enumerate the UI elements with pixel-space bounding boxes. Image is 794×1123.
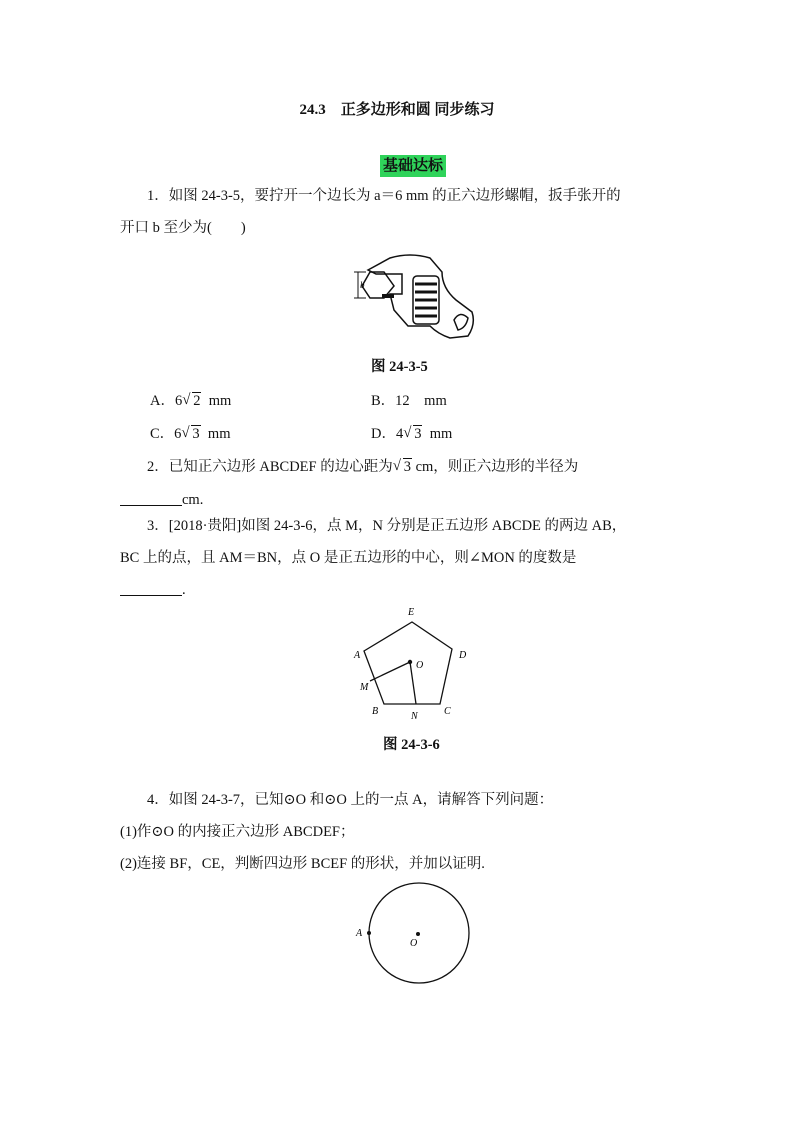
label-o: O bbox=[416, 660, 424, 671]
choice-b: B．12 mm bbox=[371, 393, 447, 409]
q1-line2: 开口 b 至少为( ) bbox=[120, 220, 246, 236]
answer-blank bbox=[120, 491, 182, 506]
label-n: N bbox=[411, 711, 418, 722]
label-c: C bbox=[444, 706, 451, 717]
circle-figure bbox=[350, 880, 480, 990]
pentagon-figure bbox=[350, 604, 480, 724]
section-badge: 基础达标 bbox=[380, 155, 446, 177]
wrench-figure bbox=[350, 250, 480, 342]
q1-line1: 1．如图 24-3-5，要拧开一个边长为 a＝6 mm 的正六边形螺帽，扳手张开的 bbox=[147, 188, 621, 204]
q4-part2: (2)连接 BF，CE，判断四边形 BCEF 的形状，并加以证明. bbox=[120, 856, 485, 872]
q4-line1: 4．如图 24-3-7，已知⊙O 和⊙O 上的一点 A，请解答下列问题： bbox=[147, 792, 554, 808]
q3-figure-caption: 图 24-3-6 bbox=[383, 737, 440, 753]
label-e: E bbox=[408, 607, 415, 618]
label-b: B bbox=[372, 706, 379, 717]
label-a: A bbox=[354, 650, 361, 661]
wrench-label-b: b bbox=[360, 280, 365, 290]
answer-blank bbox=[120, 581, 182, 596]
label-d: D bbox=[459, 650, 467, 661]
q2-line2: cm. bbox=[120, 490, 203, 510]
q3-line3: . bbox=[120, 580, 186, 600]
label-m: M bbox=[360, 682, 369, 693]
choice-d: D．4 √ 3 mm bbox=[371, 425, 453, 442]
q2-line1: 2．已知正六边形 ABCDEF 的边心距为 √ 3 cm，则正六边形的半径为 bbox=[147, 458, 579, 475]
page-title: 24.3 正多边形和圆 同步练习 bbox=[299, 102, 495, 118]
choice-a: A．6 √ 2 mm bbox=[150, 392, 232, 409]
q3-line2: BC 上的点，且 AM＝BN，点 O 是正五边形的中心，则∠MON 的度数是 bbox=[120, 550, 577, 566]
q1-figure-caption: 图 24-3-5 bbox=[371, 359, 428, 375]
label-a: A bbox=[356, 928, 363, 939]
q3-line1: 3．[2018·贵阳]如图 24-3-6，点 M，N 分别是正五边形 ABCDE 的两边 AB， bbox=[147, 518, 627, 534]
choice-c: C．6 √ 3 mm bbox=[150, 425, 231, 442]
label-o: O bbox=[410, 938, 418, 949]
q4-part1: (1)作⊙O 的内接正六边形 ABCDEF； bbox=[120, 824, 355, 840]
